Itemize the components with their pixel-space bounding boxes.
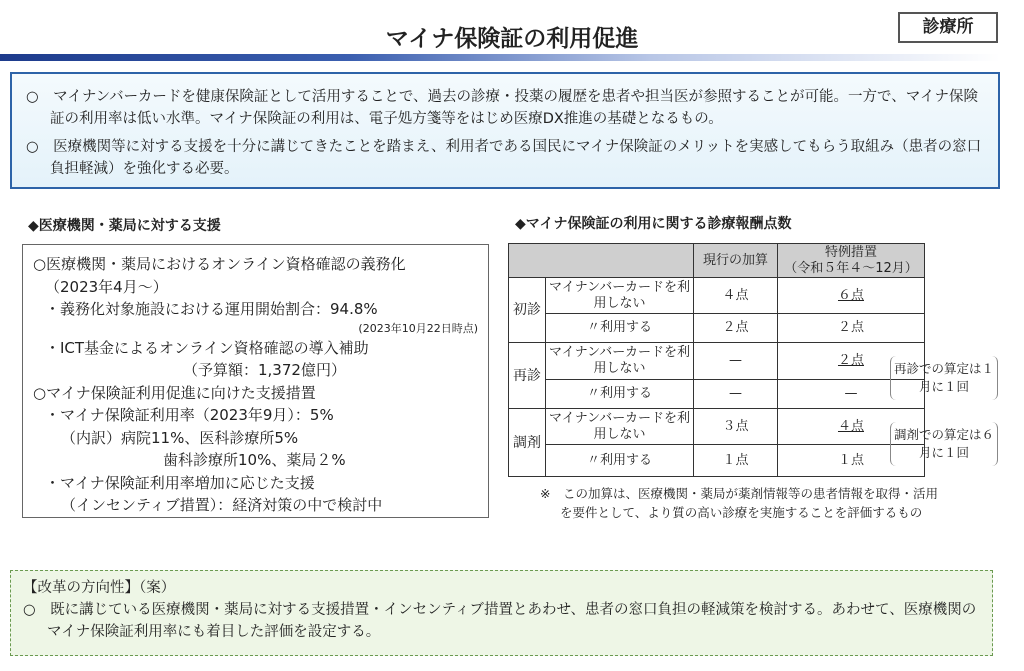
support-line: ・マイナ保険証利用率増加に応じた支援 (45, 473, 315, 492)
table-row: 初診 マイナンバーカードを利用しない ４点 ６点 (509, 278, 925, 314)
header-special: 特例措置 （令和５年４～12月） (778, 244, 925, 278)
title-divider (0, 54, 1000, 61)
page-title: マイナ保険証の利用促進 (385, 26, 639, 52)
points-heading: ◆マイナ保険証の利用に関する診療報酬点数 (515, 216, 792, 232)
dispensing-note: 調剤での算定は６月に１回 (890, 422, 998, 466)
support-line: （予算額：1,372億円） (183, 361, 346, 379)
reform-text: ○ 既に講じている医療機関・薬局に対する支援措置・インセンティブ措置とあわせ、患者の窓口負担の軽減策を検討する。あわせて、医療機関のマイナ保険証利用率にも着目した評価を設定する。 (23, 602, 977, 640)
table-row: 調剤 マイナンバーカードを利用しない ３点 ４点 (509, 409, 925, 445)
support-line: ○医療機関・薬局におけるオンライン資格確認の義務化 (33, 255, 406, 273)
revisit-note: 再診での算定は１月に１回 (890, 356, 998, 400)
support-line: （2023年4月～） (45, 277, 168, 296)
table-row: 〃利用する — — (509, 380, 925, 409)
support-line: (2023年10月22日時点) (358, 321, 478, 335)
intro-box (10, 72, 1000, 189)
reform-heading: 【改革の方向性】（案） (23, 580, 176, 596)
support-line: ・義務化対象施設における運用開始割合：94.8% (45, 300, 378, 318)
support-line: ・ICT基金によるオンライン資格確認の導入補助 (45, 338, 369, 357)
category-tag: 診療所 (898, 12, 998, 43)
table-row: 〃利用する １点 １点 (509, 445, 925, 477)
support-box (22, 244, 489, 518)
table-row: 〃利用する ２点 ２点 (509, 314, 925, 343)
support-line: （インセンティブ措置）：経済対策の中で検討中 (61, 496, 383, 514)
points-table (508, 243, 925, 477)
table-header-row (509, 244, 925, 278)
support-heading: ◆医療機関・薬局に対する支援 (28, 218, 221, 234)
table-row: 再診 マイナンバーカードを利用しない — ２点 (509, 343, 925, 380)
reform-direction-box (10, 570, 993, 656)
intro-item: ○ マイナンバーカードを健康保険証として活用することで、過去の診療・投薬の履歴を患者や担当医が参照することが可能。一方で、マイナ保険証の利用率は低い水準。マイナ保険証の利用は、電子処方箋等をはじめ医療DX推進の基礎となるもの。 (26, 89, 978, 127)
support-line: ・マイナ保険証利用率（2023年9月）：5% (45, 406, 334, 424)
footnote: ※ この加算は、医療機関・薬局が薬剤情報等の患者情報を取得・活用 を要件として、より質の高い診療を実施することを評価するもの (540, 486, 938, 520)
support-line: 歯科診療所10%、薬局２% (163, 451, 346, 469)
header-current: 現行の加算 (694, 244, 778, 278)
support-line: ○マイナ保険証利用促進に向けた支援措置 (33, 383, 316, 402)
support-line: （内訳）病院11%、医科診療所5% (61, 428, 299, 447)
intro-item: ○ 医療機関等に対する支援を十分に講じてきたことを踏まえ、利用者である国民にマイナ保険証のメリットを実感してもらう取組み（患者の窓口負担軽減）を強化する必要。 (26, 139, 982, 177)
